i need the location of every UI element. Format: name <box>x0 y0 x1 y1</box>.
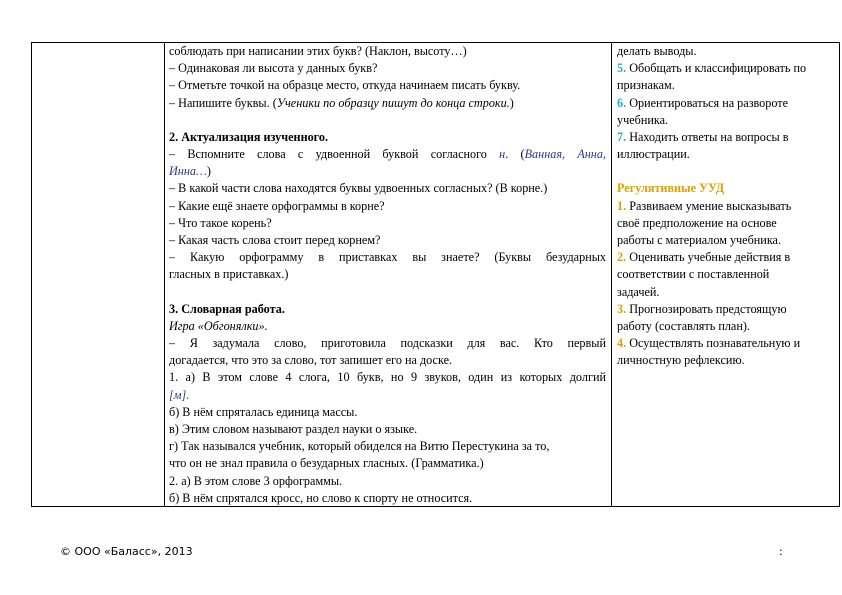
text-line: делать выводы. <box>617 44 697 58</box>
text-line: в) Этим словом называют раздел науки о языке. <box>169 422 418 437</box>
lesson-content-cell <box>169 43 606 507</box>
list-item: 3. Прогнозировать предстоящую <box>617 301 787 316</box>
text-line: – Какие ещё знаете орфограммы в корне? <box>169 198 385 213</box>
text-line: работы с материалом учебника. <box>617 233 782 248</box>
lesson-table <box>31 42 840 507</box>
text-line: б) В нём спрятался кросс, но слово к спорту не относится. <box>169 490 473 505</box>
uud-cell <box>617 43 835 370</box>
text-line: – Одинаковая ли высота у данных букв? <box>169 61 378 76</box>
text-line: [м]. <box>169 387 190 402</box>
text-line: гласных в приставках.) <box>169 267 289 282</box>
text-line: – В какой части слова находятся буквы удвоенных согласных? (В корне.) <box>169 181 548 196</box>
text-line: – Какая часть слова стоит перед корнем? <box>169 233 381 248</box>
text-line: – Напишите буквы. (Ученики по образцу пишут до конца строки.) <box>169 95 514 110</box>
text-line: – Отметьте точкой на образце место, откуда начинаем писать букву. <box>169 78 521 93</box>
text-line: соблюдать при написании этих букв? (Наклон, высоту…) <box>169 44 467 58</box>
text-line: учебника. <box>617 112 669 127</box>
text-line: – Вспомните слова с удвоенной буквой согласного н. (Ванная, Анна, <box>169 147 606 162</box>
text-line: что он не знал правила о безударных гласных. (Грамматика.) <box>169 456 484 471</box>
list-item: 1. Развиваем умение высказывать <box>617 198 792 213</box>
column-divider <box>611 43 612 506</box>
list-item: 5. Обобщать и классифицировать по <box>617 61 807 76</box>
regulatory-heading: Регулятивные УУД <box>617 181 725 196</box>
text-line: – Что такое корень? <box>169 215 272 230</box>
text-line: догадается, что это за слово, тот запишет его на доске. <box>169 353 453 368</box>
column-divider <box>164 43 165 506</box>
list-item: 6. Ориентироваться на развороте <box>617 95 789 110</box>
section-heading: 2. Актуализация изученного. <box>169 129 329 144</box>
text-line: г) Так назывался учебник, который обиделся на Витю Перестукина за то, <box>169 439 550 454</box>
text-line: своё предположение на основе <box>617 215 777 230</box>
list-item: 7. Находить ответы на вопросы в <box>617 130 789 145</box>
game-title: Игра «Обгонялки». <box>169 318 268 333</box>
text-line: – Какую орфограмму в приставках вы знаете? (Буквы безударных <box>169 250 606 265</box>
text-line: иллюстрации. <box>617 147 690 162</box>
page-mark: : <box>779 545 783 558</box>
copyright-footer: © ООО «Баласс», 2013 <box>60 545 193 558</box>
section-heading: 3. Словарная работа. <box>169 301 285 316</box>
text-line: признакам. <box>617 78 675 93</box>
text-line: 1. а) В этом слове 4 слога, 10 букв, но 9 звуков, один из которых долгий <box>169 370 606 385</box>
text-line: б) В нём спряталась единица массы. <box>169 404 358 419</box>
text-line: работу (составлять план). <box>617 319 750 334</box>
list-item: 4. Осуществлять познавательную и <box>617 336 801 351</box>
text-line: 2. а) В этом слове 3 орфограммы. <box>169 473 343 488</box>
text-line: соответствии с поставленной <box>617 267 770 282</box>
text-line: – Я задумала слово, приготовила подсказки для вас. Кто первый <box>169 336 606 351</box>
text-line: личностную рефлексию. <box>617 353 745 368</box>
text-line: задачей. <box>617 284 660 299</box>
list-item: 2. Оценивать учебные действия в <box>617 250 791 265</box>
text-line: Инна…) <box>169 164 211 179</box>
